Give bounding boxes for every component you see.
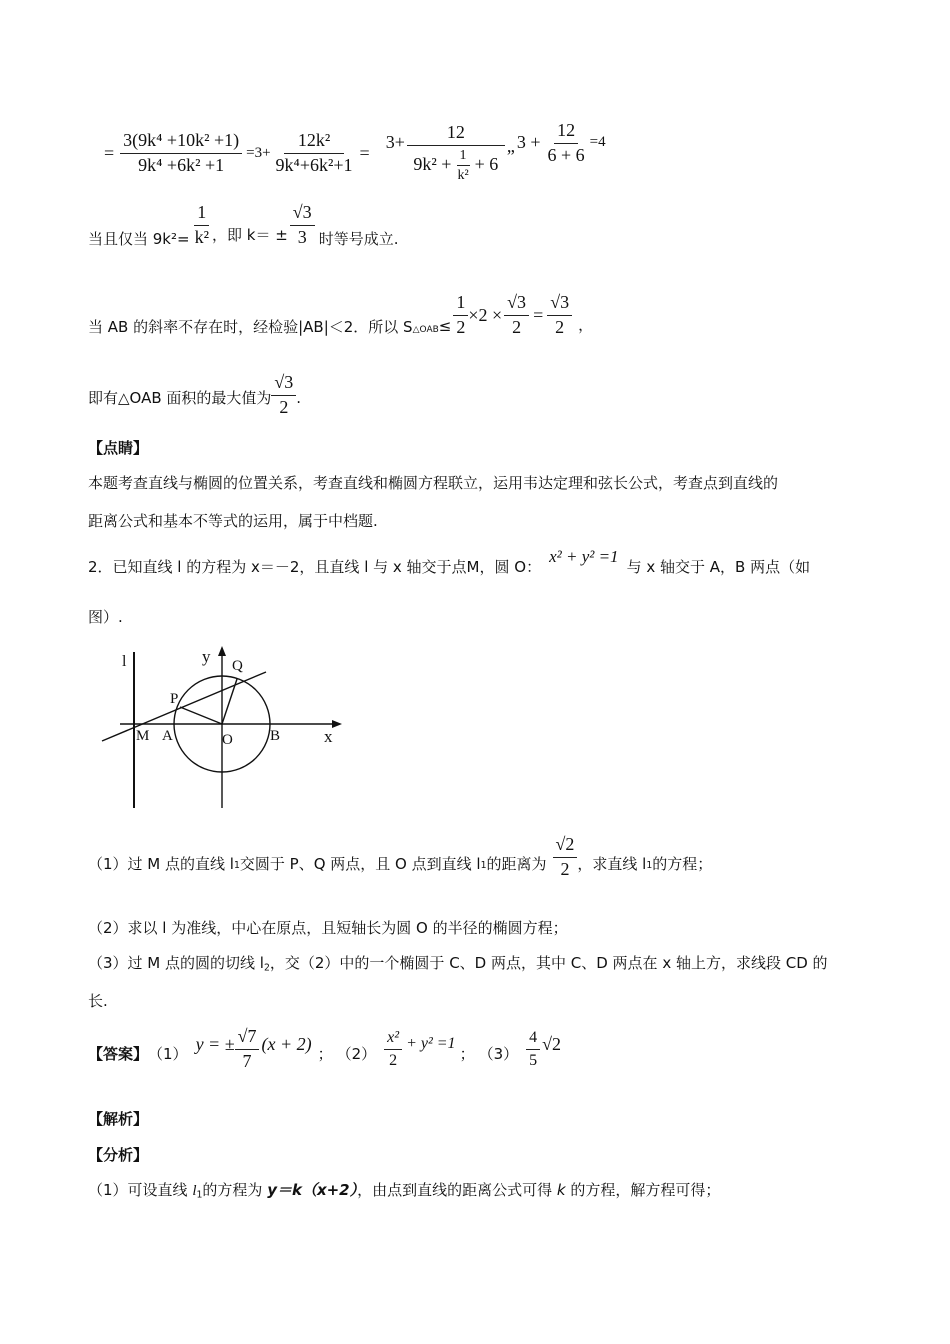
answer-line	[88, 1024, 561, 1074]
problem-2-text-b: 与 x 轴交于 A，B 两点（如	[626, 557, 811, 576]
label-l: l	[122, 653, 127, 670]
y-axis-arrow	[218, 646, 226, 656]
q1-text-d: ，求直线 l	[577, 854, 647, 873]
label-a: A	[162, 728, 173, 744]
fraction-3-numerator: 12	[407, 123, 505, 146]
fenxi-text-b: 的方程为	[202, 1181, 268, 1199]
answer-sep-1: ；	[317, 1044, 333, 1063]
fenxi-text-a: （1）可设直线	[88, 1181, 193, 1199]
dianjing-body-2: 距离公式和基本不等式的运用，属于中档题.	[88, 512, 378, 530]
slope-half-num: 1	[453, 293, 468, 316]
answer-label: 【答案】	[88, 1044, 149, 1063]
slope-sub: △OAB	[412, 325, 439, 335]
answer-2-right: + y² =1	[406, 1035, 456, 1052]
label-y: y	[202, 647, 211, 666]
max-end: .	[296, 389, 302, 407]
equality-fraction-num: 1	[194, 203, 209, 226]
q1-fraction	[553, 835, 578, 880]
slope-le: ≤	[438, 317, 452, 335]
answer-1-den: 7	[242, 1050, 252, 1071]
answer-3-right: √2	[542, 1033, 562, 1054]
equals-sign: =	[104, 142, 115, 163]
answer-2-fraction	[384, 1029, 402, 1069]
three-plus: 3+	[385, 131, 405, 152]
secant-line	[102, 672, 266, 741]
equals-sign-b: =	[359, 142, 370, 163]
q1-fraction-den: 2	[560, 858, 570, 879]
problem-2-line-2: 图）.	[88, 608, 123, 626]
x-axis-arrow	[332, 720, 342, 728]
fraction-3-den-a: 9k² +	[413, 154, 452, 175]
question-3-line	[88, 952, 828, 973]
slope-line	[88, 288, 593, 342]
answer-p3: （3）	[478, 1044, 519, 1063]
label-o: O	[222, 732, 233, 748]
label-x: x	[324, 727, 333, 746]
slope-sqrt3-2	[504, 293, 529, 338]
answer-3-fraction	[526, 1029, 540, 1069]
q1-fraction-num: √2	[553, 835, 578, 858]
segment-op	[180, 707, 222, 724]
fenxi-body-line	[88, 1179, 720, 1200]
answer-sep-2: ；	[459, 1044, 475, 1063]
slope-result-num: √3	[547, 293, 572, 316]
equality-condition-line	[88, 200, 398, 250]
answer-p1: （1）	[148, 1044, 188, 1063]
equality-text-a: 当且仅当 9k²=	[88, 229, 190, 248]
max-area-line	[88, 368, 301, 422]
question-3-line-2: 长.	[88, 992, 108, 1010]
answer-1-fraction	[235, 1027, 260, 1072]
answer-p2: （2）	[336, 1044, 377, 1063]
fraction-4	[545, 121, 588, 166]
fenxi-text-d: 的方程，解方程可得；	[565, 1181, 721, 1199]
fraction-3	[407, 123, 505, 184]
slope-result	[547, 293, 572, 338]
question-2-line: （2）求以 l 为准线，中心在原点，且短轴长为圆 O 的半径的椭圆方程；	[88, 919, 568, 937]
fraction-2-denominator: 9k⁴+6k²+1	[275, 154, 353, 175]
q1-text-b: 交圆于 P、Q 两点，且 O 点到直线 l	[239, 854, 481, 873]
geometry-figure	[98, 640, 358, 812]
fraction-2	[273, 131, 356, 176]
fenxi-text-c: ，由点到直线的距离公式可得	[357, 1181, 557, 1199]
fraction-3-inner-num: 1	[457, 148, 470, 166]
fraction-3-den-b: + 6	[474, 154, 499, 175]
fenxi-title: 【分析】	[88, 1146, 149, 1164]
q3-sub: 2	[263, 962, 270, 974]
slope-times: ×2 ×	[468, 304, 503, 325]
fenxi-k: k	[556, 1181, 566, 1199]
slope-result-den: 2	[555, 316, 565, 337]
equality-fraction	[192, 203, 212, 248]
segment-oq	[222, 679, 237, 724]
fraction-1-numerator: 3(9k⁴ +10k² +1)	[120, 131, 242, 154]
dianjing-title: 【点睛】	[88, 439, 149, 457]
label-m: M	[136, 728, 150, 744]
fraction-4-numerator: 12	[554, 121, 578, 144]
three-plus-b: 3 +	[516, 131, 541, 152]
equals-three-plus: =3+	[246, 144, 271, 161]
question-1-line: （1）过 M 点的直线 l 1 交圆于 P、Q 两点，且 O 点到直线 l 1 的距离为 $\frac{√2}{2}$ ，求直线 l 1 的方程；	[88, 833, 713, 879]
answer-3-den: 5	[529, 1051, 538, 1069]
jiexi-title: 【解析】	[88, 1110, 149, 1128]
label-b: B	[270, 728, 281, 744]
fenxi-l1: l	[192, 1183, 197, 1199]
fenxi-eq: y＝k（x+2）	[267, 1181, 358, 1199]
problem-2-text-a: 2．已知直线 l 的方程为 x＝－2，且直线 l 与 x 轴交于点M，圆 O：	[88, 557, 542, 576]
max-fraction-den: 2	[279, 396, 289, 417]
equality-text-b: ，即 k＝ ±	[212, 225, 288, 244]
slope-text-a: 当 AB 的斜率不存在时，经检验|AB|＜2．所以 S	[88, 317, 413, 336]
slope-end: ，	[578, 315, 594, 334]
equality-sqrt-fraction	[290, 203, 315, 248]
slope-sqrt3-den: 2	[512, 316, 522, 337]
dianjing-body-1: 本题考查直线与椭圆的位置关系，考查直线和椭圆方程联立，运用韦达定理和弦长公式，考查点到直线的	[88, 474, 779, 492]
q3-text-a: （3）过 M 点的圆的切线 l	[88, 954, 264, 972]
equality-text-c: 时等号成立.	[318, 229, 399, 248]
answer-1-right: (x + 2)	[261, 1033, 312, 1054]
answer-1-left: y = ±	[195, 1033, 235, 1054]
slope-half	[453, 293, 468, 338]
equals-four: =4	[589, 133, 606, 150]
slope-half-den: 2	[456, 316, 466, 337]
q1-text-e: 的方程；	[652, 854, 713, 873]
q1-text-a: （1）过 M 点的直线 l	[88, 854, 234, 873]
answer-1-num: √7	[235, 1027, 260, 1050]
answer-2-den: 2	[389, 1051, 398, 1069]
label-q: Q	[232, 658, 243, 674]
equality-sqrt-num: √3	[290, 203, 315, 226]
q1-text-c: 的距离为	[486, 854, 547, 873]
equality-fraction-den: k²	[194, 226, 209, 247]
max-fraction	[271, 373, 296, 418]
formula-line-1	[104, 118, 606, 188]
max-text: 即有△OAB 面积的最大值为	[88, 388, 272, 407]
le-sign: „	[506, 135, 515, 156]
fenxi-l1-sub: 1	[196, 1189, 203, 1201]
fraction-3-inner-den: k²	[457, 167, 469, 183]
equality-sqrt-den: 3	[297, 226, 307, 247]
fraction-4-denominator: 6 + 6	[547, 144, 585, 165]
max-fraction-num: √3	[271, 373, 296, 396]
fraction-1-denominator: 9k⁴ +6k² +1	[138, 154, 225, 175]
label-p: P	[170, 691, 179, 707]
slope-eq: =	[533, 304, 544, 325]
circle-equation: x² + y² =1	[549, 547, 619, 566]
problem-2-line	[88, 540, 810, 584]
fraction-2-numerator: 12k²	[284, 131, 344, 154]
fraction-3-inner	[454, 148, 471, 184]
slope-sqrt3-num: √3	[504, 293, 529, 316]
answer-2-num: x²	[384, 1029, 402, 1050]
fraction-1	[120, 131, 242, 176]
answer-3-num: 4	[526, 1029, 540, 1050]
q3-text-b: ，交（2）中的一个椭圆于 C、D 两点，其中 C、D 两点在 x 轴上方，求线段 CD 的	[269, 954, 828, 972]
fraction-3-denominator	[410, 146, 501, 184]
